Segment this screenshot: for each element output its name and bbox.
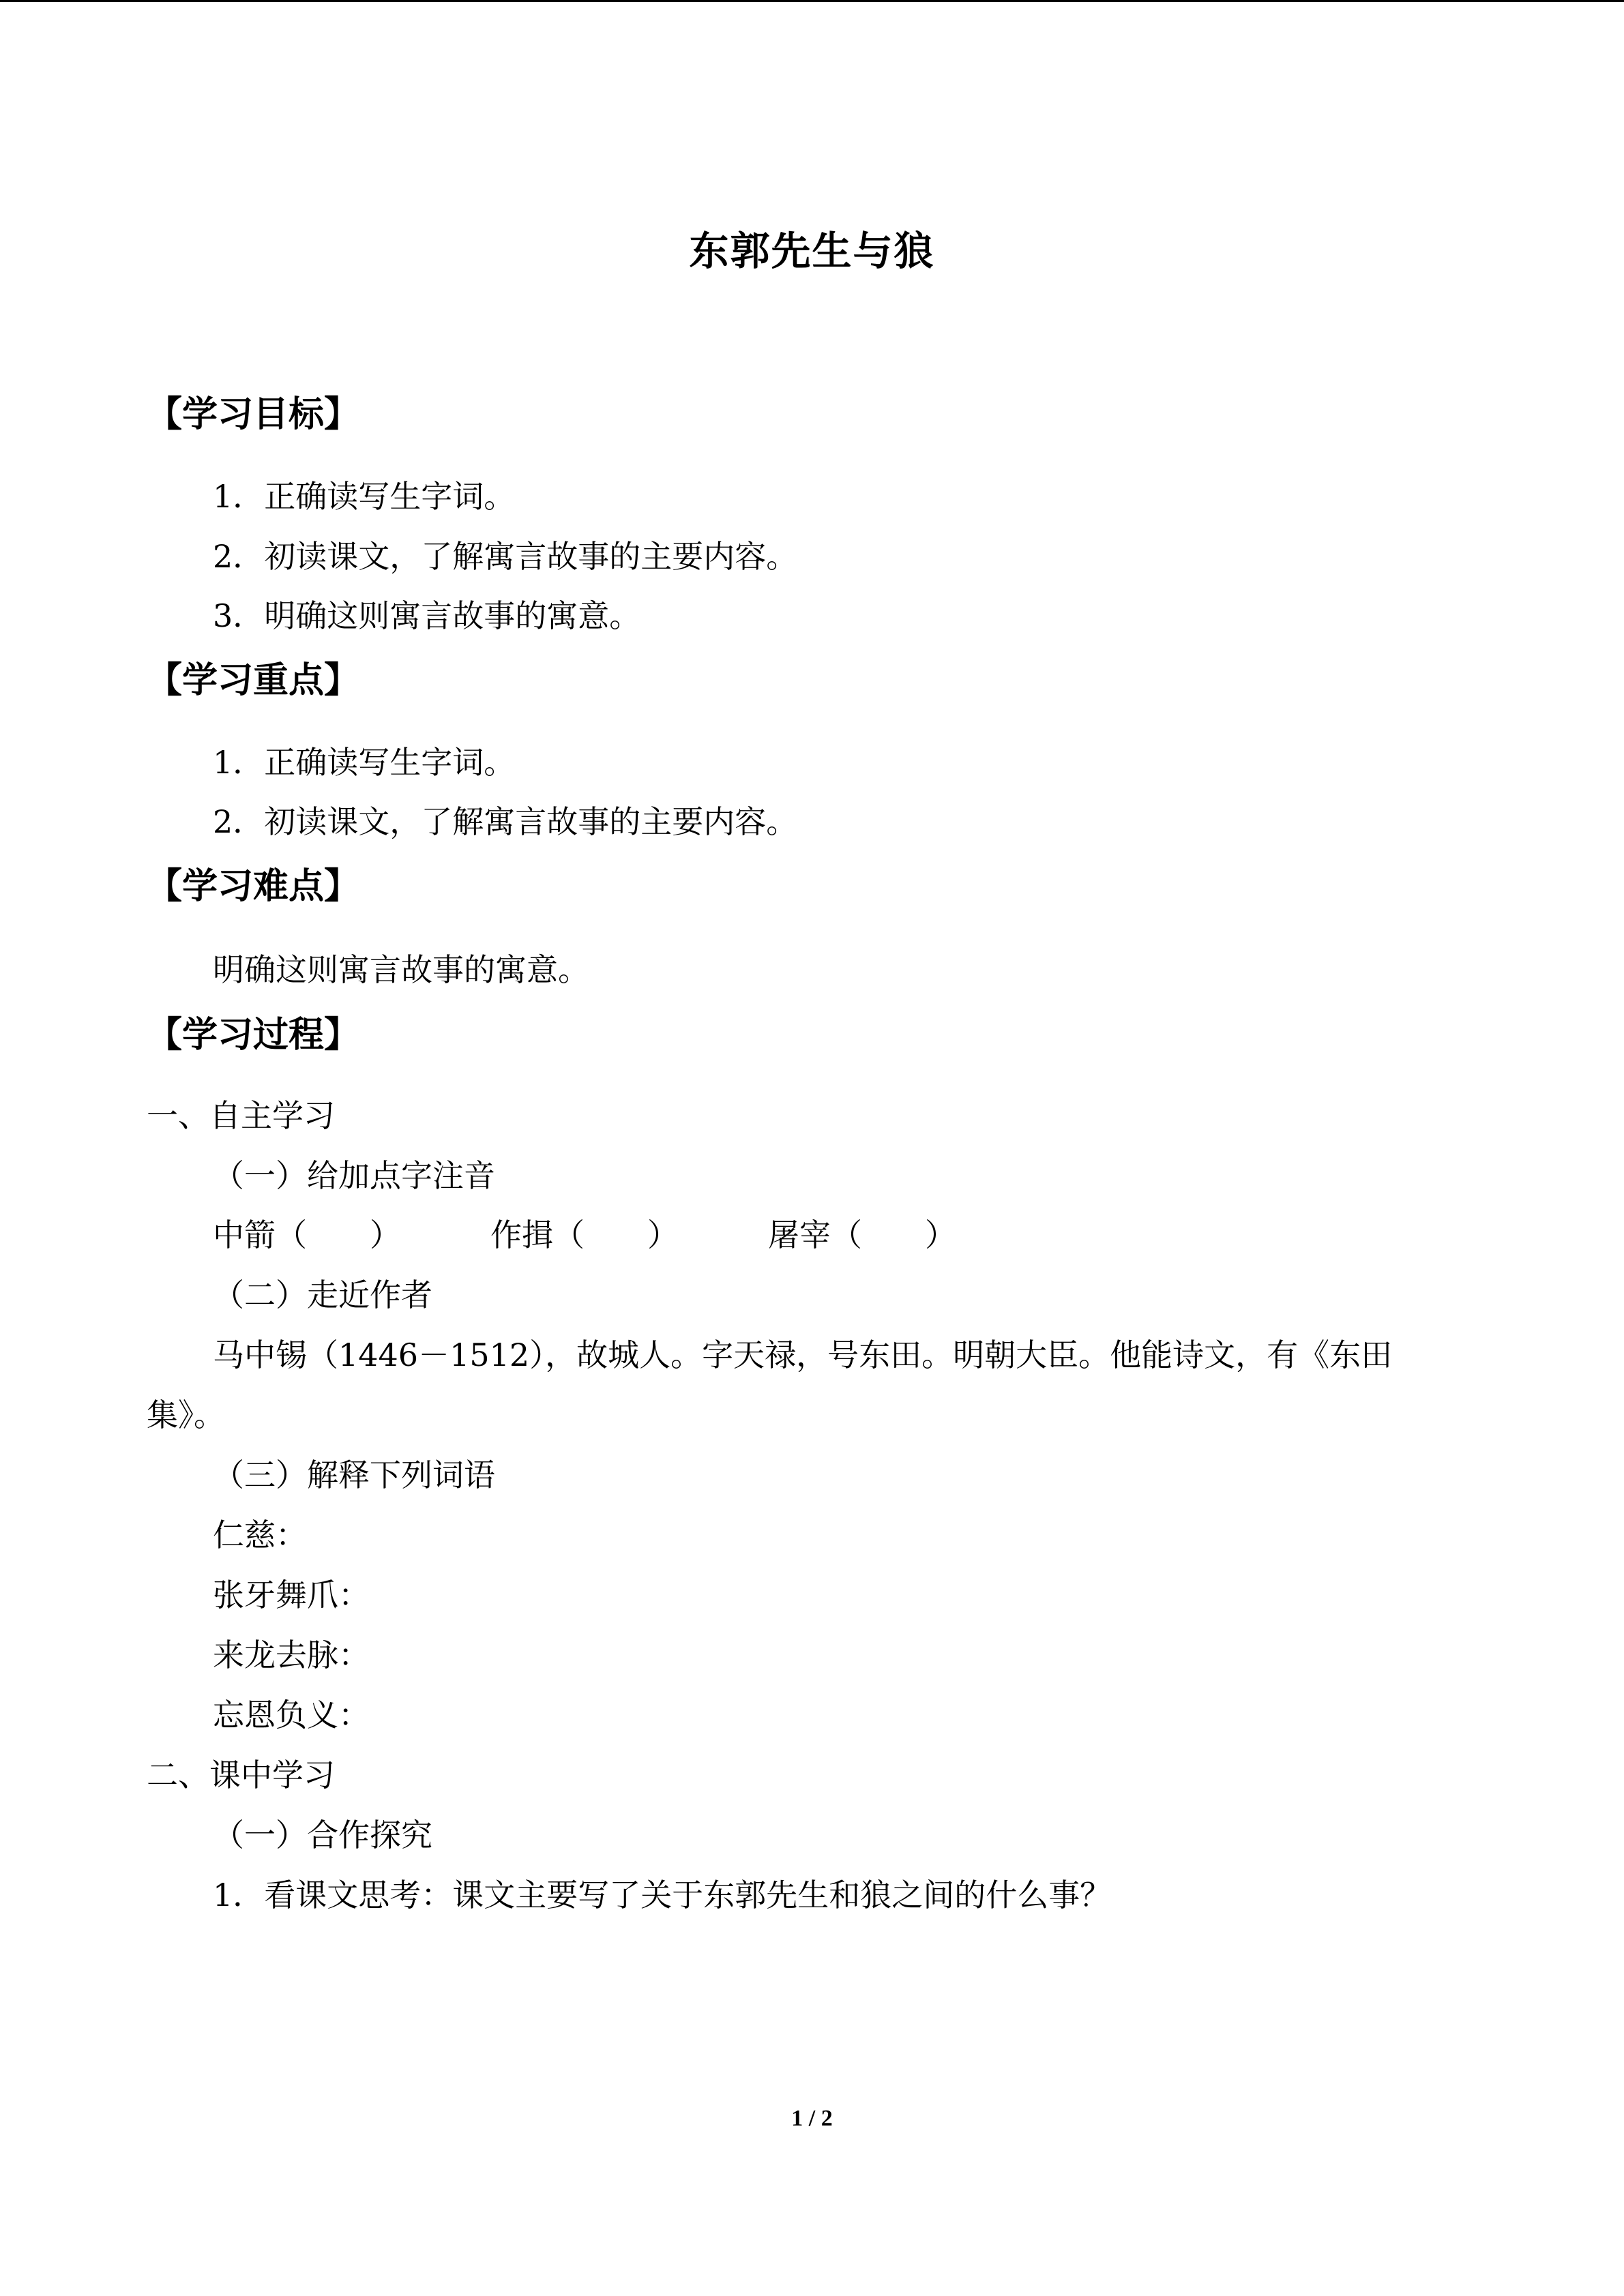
goal-item-3: 3．明确这则寓言故事的寓意。 — [213, 597, 641, 634]
pinyin-blank-3[interactable]: 屠宰（ ） — [768, 1217, 956, 1253]
term-1: 仁慈： — [213, 1517, 307, 1553]
difficulty-text: 明确这则寓言故事的寓意。 — [213, 951, 589, 988]
part1-sub3: （三）解释下列词语 — [213, 1457, 495, 1493]
pinyin-blanks-row — [213, 1216, 956, 1254]
term-4: 忘恩负义： — [213, 1697, 370, 1733]
part1-title: 一、自主学习 — [147, 1097, 335, 1134]
page-number: 1 / 2 — [791, 2106, 833, 2131]
part1-sub1: （一）给加点字注音 — [213, 1157, 495, 1194]
key-point-item-2: 2．初读课文，了解寓言故事的主要内容。 — [213, 803, 798, 840]
part2-sub1: （一）合作探究 — [213, 1817, 432, 1853]
goal-item-1: 1．正确读写生字词。 — [213, 478, 516, 515]
author-line-2: 集》。 — [147, 1397, 225, 1433]
section-heading-process: 【学习过程】 — [147, 1015, 360, 1056]
document-title: 东郭先生与狼 — [689, 228, 935, 274]
term-3: 来龙去脉： — [213, 1637, 370, 1673]
section-heading-key-points: 【学习重点】 — [147, 660, 360, 701]
part2-question-1: 1．看课文思考：课文主要写了关于东郭先生和狼之间的什么事？ — [213, 1877, 1112, 1913]
term-2: 张牙舞爪： — [213, 1577, 370, 1613]
part1-sub2: （二）走近作者 — [213, 1277, 432, 1313]
pinyin-blank-1[interactable]: 中箭（ ） — [213, 1217, 401, 1253]
goal-item-2: 2．初读课文，了解寓言故事的主要内容。 — [213, 538, 798, 575]
part2-title: 二、课中学习 — [147, 1757, 335, 1793]
pinyin-blank-2[interactable]: 作揖（ ） — [490, 1217, 679, 1253]
section-heading-goals: 【学习目标】 — [147, 394, 360, 435]
section-heading-difficulties: 【学习难点】 — [147, 866, 360, 907]
author-line-1: 马中锡（1446－1512），故城人。字天禄，号东田。明朝大臣。他能诗文，有《东田 — [213, 1337, 1393, 1373]
key-point-item-1: 1．正确读写生字词。 — [213, 744, 516, 781]
